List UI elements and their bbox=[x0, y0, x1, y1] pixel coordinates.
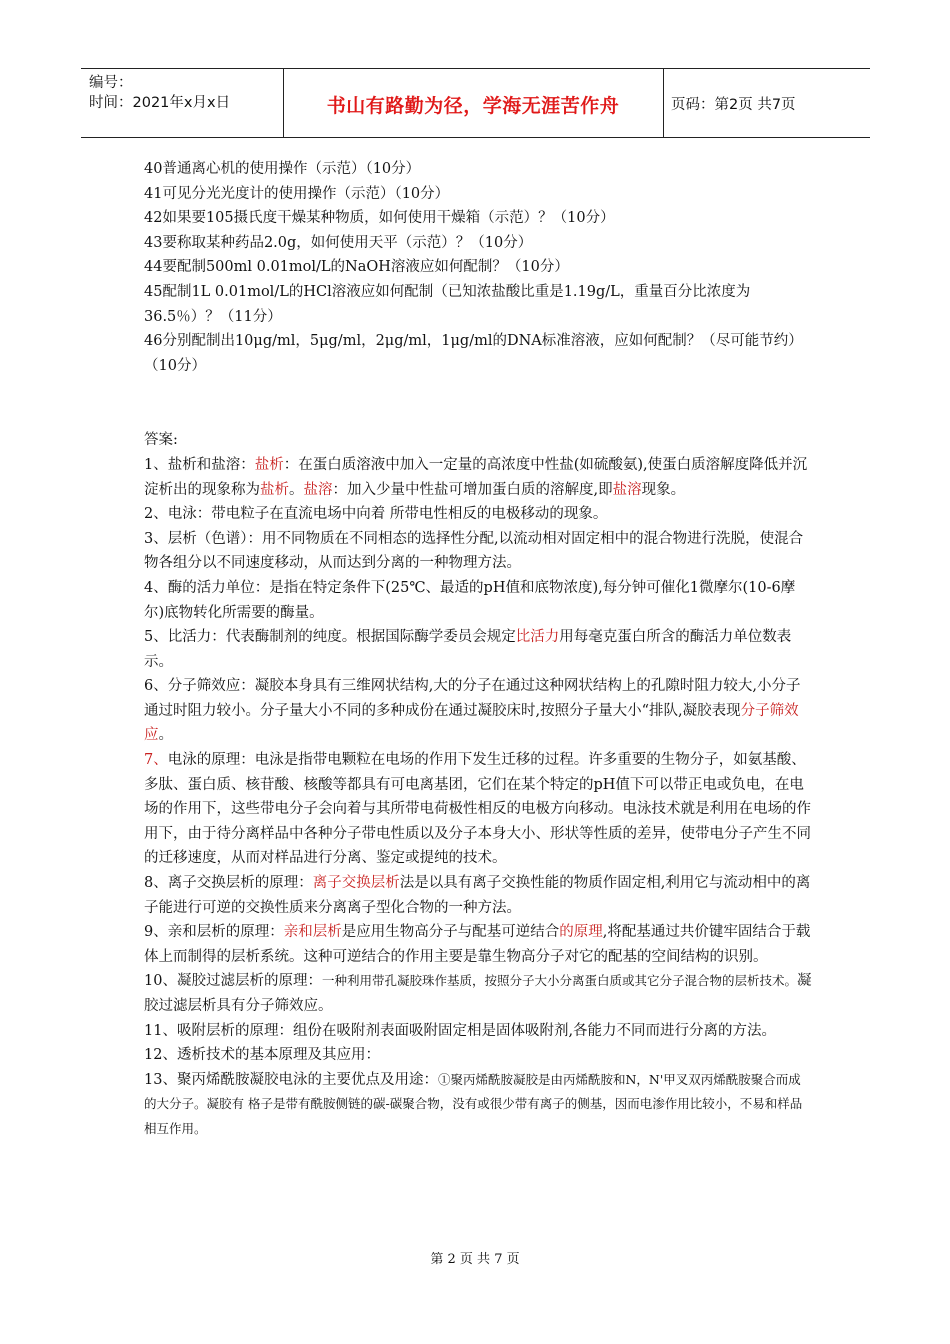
answer-7-number: 7、 bbox=[144, 752, 168, 769]
answer-13 bbox=[144, 1068, 812, 1142]
answer-9-text: 是应用生物高分子与配基可逆结合 bbox=[341, 924, 560, 941]
answer-12: 12、透析技术的基本原理及其应用： bbox=[144, 1047, 380, 1064]
answer-5 bbox=[144, 625, 812, 674]
date-line: 时间：2021年x月x日 bbox=[89, 95, 231, 111]
answer-1-text: ：加入少量中性盐可增加蛋白质的溶解度,即 bbox=[332, 481, 613, 498]
answer-10-detail: 一种利用带孔凝胶珠作基质，按照分子大小分离蛋白质或其它分子混合物的层析技术。 bbox=[321, 973, 797, 989]
question-44: 44要配制500ml 0.01mol/L的NaOH溶液应如何配制？（10分） bbox=[144, 259, 569, 276]
answer-11: 11、吸附层析的原理：组份在吸附剂表面吸附固定相是固体吸附剂,各能力不同而进行分离的方法。 bbox=[144, 1022, 777, 1039]
answer-4: 4、酶的活力单位：是指在特定条件下(25℃、最适的pH值和底物浓度),每分钟可催化1微摩尔(10-6摩尔)底物转化所需要的酶量。 bbox=[144, 579, 796, 621]
answer-7-text: 电泳的原理：电泳是指带电颗粒在电场的作用下发生迁移的过程。许多重要的生物分子，如氨基酸、多肽、蛋白质、核苷酸、核酸等都具有可电离基团，它们在某个特定的pH值下可以带正电或负电，在电场的作用下，这些带电分子会向着与其所带电荷极性相反的电极方向移动。电泳技术就是利用在电场的作用下，由于待分离样品中各种分子带电性质以及分子本身大小、形状等性质的差异，使带电分子产生不同的迁移速度，从而对样品进行分离、鉴定或提纯的技术。 bbox=[144, 752, 811, 867]
answer-1-text: 现象。 bbox=[641, 481, 686, 498]
answer-6-term: 分子筛效应 bbox=[144, 702, 799, 744]
answer-9-term: 的原理 bbox=[559, 924, 603, 941]
answer-13-text: 13、聚丙烯酰胺凝胶电泳的主要优点及用途： bbox=[144, 1071, 438, 1088]
document-body bbox=[144, 157, 812, 1142]
answer-10 bbox=[144, 969, 812, 1018]
answers-heading: 答案: bbox=[144, 432, 178, 449]
document-header bbox=[81, 68, 870, 138]
answer-6-text: 。 bbox=[158, 727, 173, 744]
question-40: 40普通离心机的使用操作（示范）（10分） bbox=[144, 161, 421, 177]
answer-10-text: 10、凝胶过滤层析的原理： bbox=[144, 973, 322, 990]
header-page-cell bbox=[663, 69, 870, 137]
question-46: 46分别配制出10μg/ml，5μg/ml，2μg/ml，1μg/ml的DNA标准溶液，应如何配制？（尽可能节约）（10分） bbox=[144, 333, 803, 374]
question-42: 42如果要105摄氏度干燥某种物质，如何使用干燥箱（示范）？（10分） bbox=[144, 210, 615, 227]
answer-5-text: 用每毫克蛋白所含的酶活力单位数表示。 bbox=[144, 629, 792, 670]
answer-1-term: 盐溶 bbox=[612, 481, 642, 498]
answer-9-term: 亲和层析 bbox=[283, 924, 342, 941]
answer-10-text: 凝胶过滤层析具有分子筛效应。 bbox=[144, 973, 812, 1014]
answer-5-term: 比活力 bbox=[515, 629, 560, 646]
answer-1-text: ：在蛋白质溶液中加入一定量的高浓度中性盐(如硫酸氨),使蛋白质溶解度降低并沉淀析出的现象称为 bbox=[144, 456, 808, 498]
answer-1 bbox=[144, 453, 812, 502]
page-number-label: 页码：第2页 共7页 bbox=[671, 97, 796, 113]
answer-2: 2、电泳：带电粒子在直流电场中向着 所带电性相反的电极移动的现象。 bbox=[144, 506, 608, 523]
header-motto-cell bbox=[283, 69, 664, 137]
answer-8 bbox=[144, 871, 812, 920]
answer-1-term: 盐析 bbox=[260, 481, 289, 498]
answer-9-text: ,将配基通过共价键牢固结合于载体上而制得的层析系统。这种可逆结合的作用主要是靠生物高分子对它的配基的空间结构的识别。 bbox=[144, 924, 811, 965]
answer-6 bbox=[144, 674, 812, 748]
answer-7 bbox=[144, 748, 812, 871]
answer-9 bbox=[144, 920, 812, 969]
answer-13-detail: ①聚丙烯酰胺凝胶是由丙烯酰胺和N，N'甲叉双丙烯酰胺聚合而成的大分子。凝胶有 格子是带有酰胺侧链的碳-碳聚合物，没有或很少带有离子的侧基，因而电渗作用比较小，不易和样品相互作用。 bbox=[144, 1071, 803, 1136]
answer-5-text: 5、比活力：代表酶制剂的纯度。根据国际酶学委员会规定 bbox=[144, 629, 516, 646]
serial-number-label: 编号： bbox=[89, 75, 133, 91]
answer-1-term: 盐溶 bbox=[303, 481, 333, 498]
answer-8-term: 离子交换层析 bbox=[312, 875, 400, 892]
motto: 书山有路勤为径，学海无涯苦作舟 bbox=[326, 95, 620, 117]
answer-6-text: 6、分子筛效应：凝胶本身具有三维网状结构,大的分子在通过这种网状结构上的孔隙时阻力较大,小分子通过时阻力较小。分子量大小不同的多种成份在通过凝胶床时,按照分子量大小“排队,凝胶表现 bbox=[144, 678, 801, 719]
answer-1-term: 盐析 bbox=[254, 456, 284, 473]
answer-9-text: 9、亲和层析的原理： bbox=[144, 924, 284, 941]
question-41: 41可见分光光度计的使用操作（示范）（10分） bbox=[144, 185, 450, 202]
header-left-cell bbox=[81, 69, 284, 137]
answer-8-text: 8、离子交换层析的原理： bbox=[144, 875, 313, 892]
answer-1-text: 1、盐析和盐溶： bbox=[144, 456, 255, 473]
answer-1-text: 。 bbox=[289, 481, 304, 498]
question-45: 45配制1L 0.01mol/L的HCl溶液应如何配制（已知浓盐酸比重是1.19g/L，重量百分比浓度为36.5％）？（11分） bbox=[144, 283, 751, 325]
answer-8-text: 法是以具有离子交换性能的物质作固定相,利用它与流动相中的离子能进行可逆的交换性质来分离离子型化合物的一种方法。 bbox=[144, 875, 811, 916]
page-footer: 第 2 页 共 7 页 bbox=[430, 1252, 520, 1267]
answer-3: 3、层析（色谱）：用不同物质在不同相态的选择性分配,以流动相对固定相中的混合物进行洗脱，使混合物各组分以不同速度移动，从而达到分离的一种物理方法。 bbox=[144, 530, 804, 572]
question-43: 43要称取某种药品2.0g，如何使用天平（示范）？（10分） bbox=[144, 234, 533, 251]
